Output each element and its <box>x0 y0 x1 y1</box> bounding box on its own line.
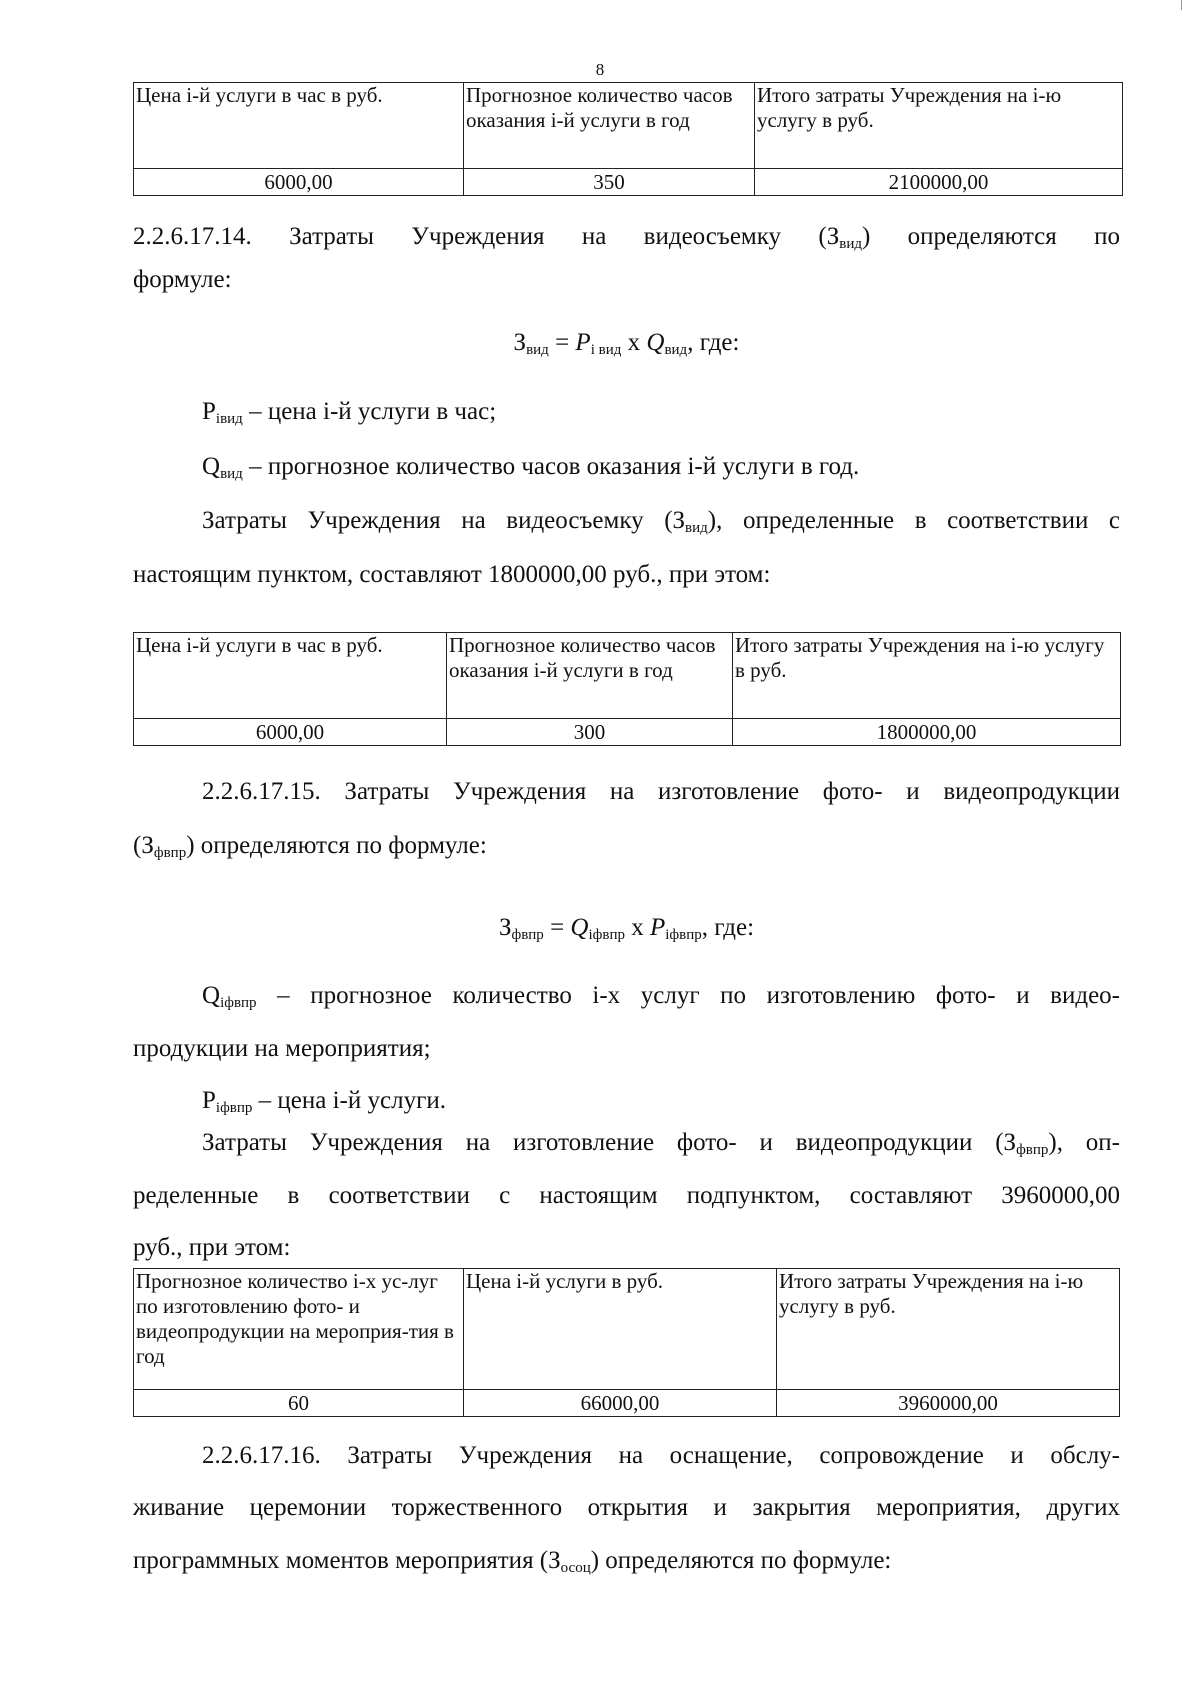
section-16-line-2: живание церемонии торжественного открытия и закрытия мероприятия, других <box>133 1494 1120 1521</box>
definition-q-fvpr: $Q_{iфвпр}$ – прогнозное количество i-х услуг по изготовлению фото- и видео- <box>202 982 1120 1011</box>
table-row <box>134 1390 1120 1417</box>
cell-total: 1800000,00 <box>733 719 1121 746</box>
section-15-line-1: 2.2.6.17.15. Затраты Учреждения на изготовление фото- и видеопродукции <box>202 778 1120 805</box>
section-15-total-line-1: Затраты Учреждения на изготовление фото- и видеопродукции $(З_{фвпр})$, оп- <box>202 1129 1121 1158</box>
table-header-row <box>134 83 1123 169</box>
cell-total: 3960000,00 <box>777 1390 1120 1417</box>
section-14-total-line-2: настоящим пунктом, составляют 1800000,00 руб., при этом: <box>133 561 771 588</box>
formula-photo-video-products: $З_{фвпр} = Q_{iфвпр}$ x $P_{iфвпр}$, где: <box>498 914 755 943</box>
section-14-line-2: формуле: <box>133 266 232 293</box>
section-15-total-line-3: руб., при этом: <box>133 1234 291 1261</box>
cell-total: 2100000,00 <box>755 169 1123 196</box>
header-total-costs: Итого затраты Учреждения на i-ю услугу в руб. <box>733 633 1121 719</box>
header-total-costs: Итого затраты Учреждения на i-ю услугу в руб. <box>777 1269 1120 1390</box>
header-forecast-hours: Прогнозное количество часов оказания i-й услуги в год <box>447 633 733 719</box>
definition-q-vid: $Q_{вид}$ – прогнозное количество часов оказания i-й услуги в год. <box>202 453 860 482</box>
header-total-costs: Итого затраты Учреждения на i-ю услугу в руб. <box>755 83 1123 169</box>
header-price-per-hour: Цена i-й услуги в час в руб. <box>134 633 447 719</box>
cell-price: 6000,00 <box>134 169 464 196</box>
scan-edge-mark <box>1181 0 1182 10</box>
cell-hours: 350 <box>464 169 755 196</box>
table-row <box>134 719 1121 746</box>
formula-videography: $З_{вид} = P_{i вид}$ x $Q_{вид}$, где: <box>513 329 740 358</box>
cell-quantity: 60 <box>134 1390 464 1417</box>
header-price: Цена i-й услуги в руб. <box>464 1269 777 1390</box>
header-forecast-hours: Прогнозное количество часов оказания i-й услуги в год <box>464 83 755 169</box>
header-forecast-quantity: Прогнозное количество i-х ус-луг по изготовлению фото- и видеопродукции на мероприя-тия в год <box>134 1269 464 1390</box>
cell-price: 6000,00 <box>134 719 447 746</box>
table-photo-video-products <box>133 1268 1120 1417</box>
section-16-line-3: программных моментов мероприятия $(З_{осоц})$ определяются по формуле: <box>133 1547 892 1576</box>
section-15-line-2: $(З_{фвпр})$ определяются по формуле: <box>133 832 487 861</box>
table-row <box>134 169 1123 196</box>
cell-hours: 300 <box>447 719 733 746</box>
definition-p-vid: $P_{iвид}$ – цена i-й услуги в час; <box>202 398 497 427</box>
table-header-row <box>134 633 1121 719</box>
definition-q-fvpr-cont: продукции на мероприятия; <box>133 1035 431 1062</box>
section-14-total-line-1: Затраты Учреждения на видеосъемку $(З_{вид})$, определенные в соответствии с <box>202 507 1120 536</box>
section-14-line-1: 2.2.6.17.14. Затраты Учреждения на видеосъемку $(З_{вид})$ определяются по <box>133 223 1120 252</box>
definition-p-fvpr: $P_{iфвпр}$ – цена i-й услуги. <box>202 1087 446 1116</box>
cell-price: 66000,00 <box>464 1390 777 1417</box>
table-videography-2100000 <box>133 82 1123 196</box>
table-videography-1800000 <box>133 632 1121 746</box>
page-number: 8 <box>595 60 605 79</box>
section-16-line-1: 2.2.6.17.16. Затраты Учреждения на оснащение, сопровождение и обслу- <box>202 1442 1120 1469</box>
table-header-row <box>134 1269 1120 1390</box>
header-price-per-hour: Цена i-й услуги в час в руб. <box>134 83 464 169</box>
section-15-total-line-2: ределенные в соответствии с настоящим подпунктом, составляют 3960000,00 <box>133 1182 1120 1209</box>
